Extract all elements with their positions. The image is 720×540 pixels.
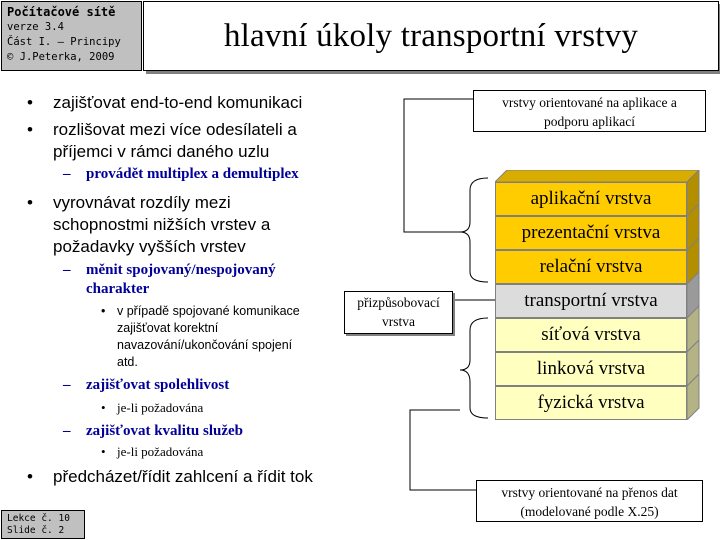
osi-layer-2: relační vrstva xyxy=(495,250,687,284)
dash-marker: – xyxy=(63,166,71,182)
bullet-3-line-2: schopnostmi nižších vrstev a xyxy=(53,215,271,234)
slide-footer xyxy=(1,510,85,539)
bullet-1: zajišťovat end-to-end komunikaci xyxy=(53,93,303,112)
brace-lower xyxy=(460,318,488,418)
bullet-2-line-1: rozlišovat mezi více odesílateli a xyxy=(53,120,297,139)
course-name: Počítačové sítě xyxy=(7,5,116,19)
osi-layer-3: transportní vrstva xyxy=(495,284,687,318)
bullet-marker: • xyxy=(101,444,106,459)
course-copyright: © J.Peterka, 2009 xyxy=(7,51,115,63)
bullet-3-sub-3: zajišťovat kvalitu služeb xyxy=(86,423,243,439)
osi-layer-1: prezentační vrstva xyxy=(495,216,687,250)
callout-mid-line-1: přizpůsobovací xyxy=(357,295,440,310)
bullet-3-line-3: požadavky vyšších vrstev xyxy=(53,237,246,256)
bullet-marker: • xyxy=(27,93,33,112)
callout-bottom-line-2: (modelované podle X.25) xyxy=(520,504,659,519)
dash-marker: – xyxy=(63,423,71,439)
callout-adaptation-layer xyxy=(344,291,453,334)
osi-layer-side-6 xyxy=(687,386,699,420)
callout-top-line-1: vrstvy orientované na aplikace a xyxy=(502,95,677,110)
bullet-4: předcházet/řídit zahlcení a řídit tok xyxy=(53,467,313,486)
osi-layer-4: síťová vrstva xyxy=(495,318,687,352)
dash-marker: – xyxy=(63,377,71,393)
callout-bottom-line-1: vrstvy orientované na přenos dat xyxy=(501,485,678,500)
osi-layer-0: aplikační vrstva xyxy=(495,182,687,216)
bullet-3-sub-1-line-1: měnit spojovaný/nespojovaný xyxy=(86,262,276,278)
bullet-3-sub-1-item-line-4: atd. xyxy=(117,355,138,369)
bullet-3-sub-1-item-line-2: zajišťovat korektní xyxy=(117,321,219,335)
bullet-marker: • xyxy=(101,304,106,318)
connector-line-top xyxy=(404,99,476,232)
course-part: Část I. – Principy xyxy=(7,36,121,48)
bullet-2-sub-1: provádět multiplex a demultiplex xyxy=(86,166,299,182)
bullet-2-line-2: příjemci v rámci daného uzlu xyxy=(53,142,270,161)
bullet-3-sub-1-line-2: charakter xyxy=(86,281,150,297)
bullet-3-sub-1-item-line-3: navazování/ukončování spojení xyxy=(117,338,293,352)
slide-title: hlavní úkoly transportní vrstvy xyxy=(223,17,639,54)
callout-transfer-layers xyxy=(476,480,703,522)
bullet-3-sub-3-item: je-li požadována xyxy=(117,444,204,459)
callout-application-layers xyxy=(473,90,706,132)
bullet-marker: • xyxy=(101,400,106,415)
bullet-marker: • xyxy=(27,120,33,139)
bullet-3-sub-2: zajišťovat spolehlivost xyxy=(86,377,230,393)
callout-top-line-2: podporu aplikací xyxy=(543,114,636,129)
layer-stack-top-face xyxy=(495,170,687,182)
bullet-3-sub-1-item-line-1: v případě spojované komunikace xyxy=(117,304,300,318)
connector-line-bottom xyxy=(410,410,476,490)
course-version: verze 3.4 xyxy=(7,21,64,33)
dash-marker: – xyxy=(63,262,71,278)
bullet-marker: • xyxy=(27,193,33,212)
osi-layer-5: linková vrstva xyxy=(495,352,687,386)
osi-layer-6: fyzická vrstva xyxy=(495,386,687,420)
bullet-3-line-1: vyrovnávat rozdíly mezi xyxy=(53,193,231,212)
lesson-number: Lekce č. 10 xyxy=(7,513,70,524)
bullet-3-sub-2-item: je-li požadována xyxy=(117,400,204,415)
callout-mid-line-2: vrstva xyxy=(382,314,415,329)
brace-upper xyxy=(460,178,488,282)
bullet-marker: • xyxy=(27,467,33,486)
slide-number: Slide č. 2 xyxy=(7,525,65,536)
